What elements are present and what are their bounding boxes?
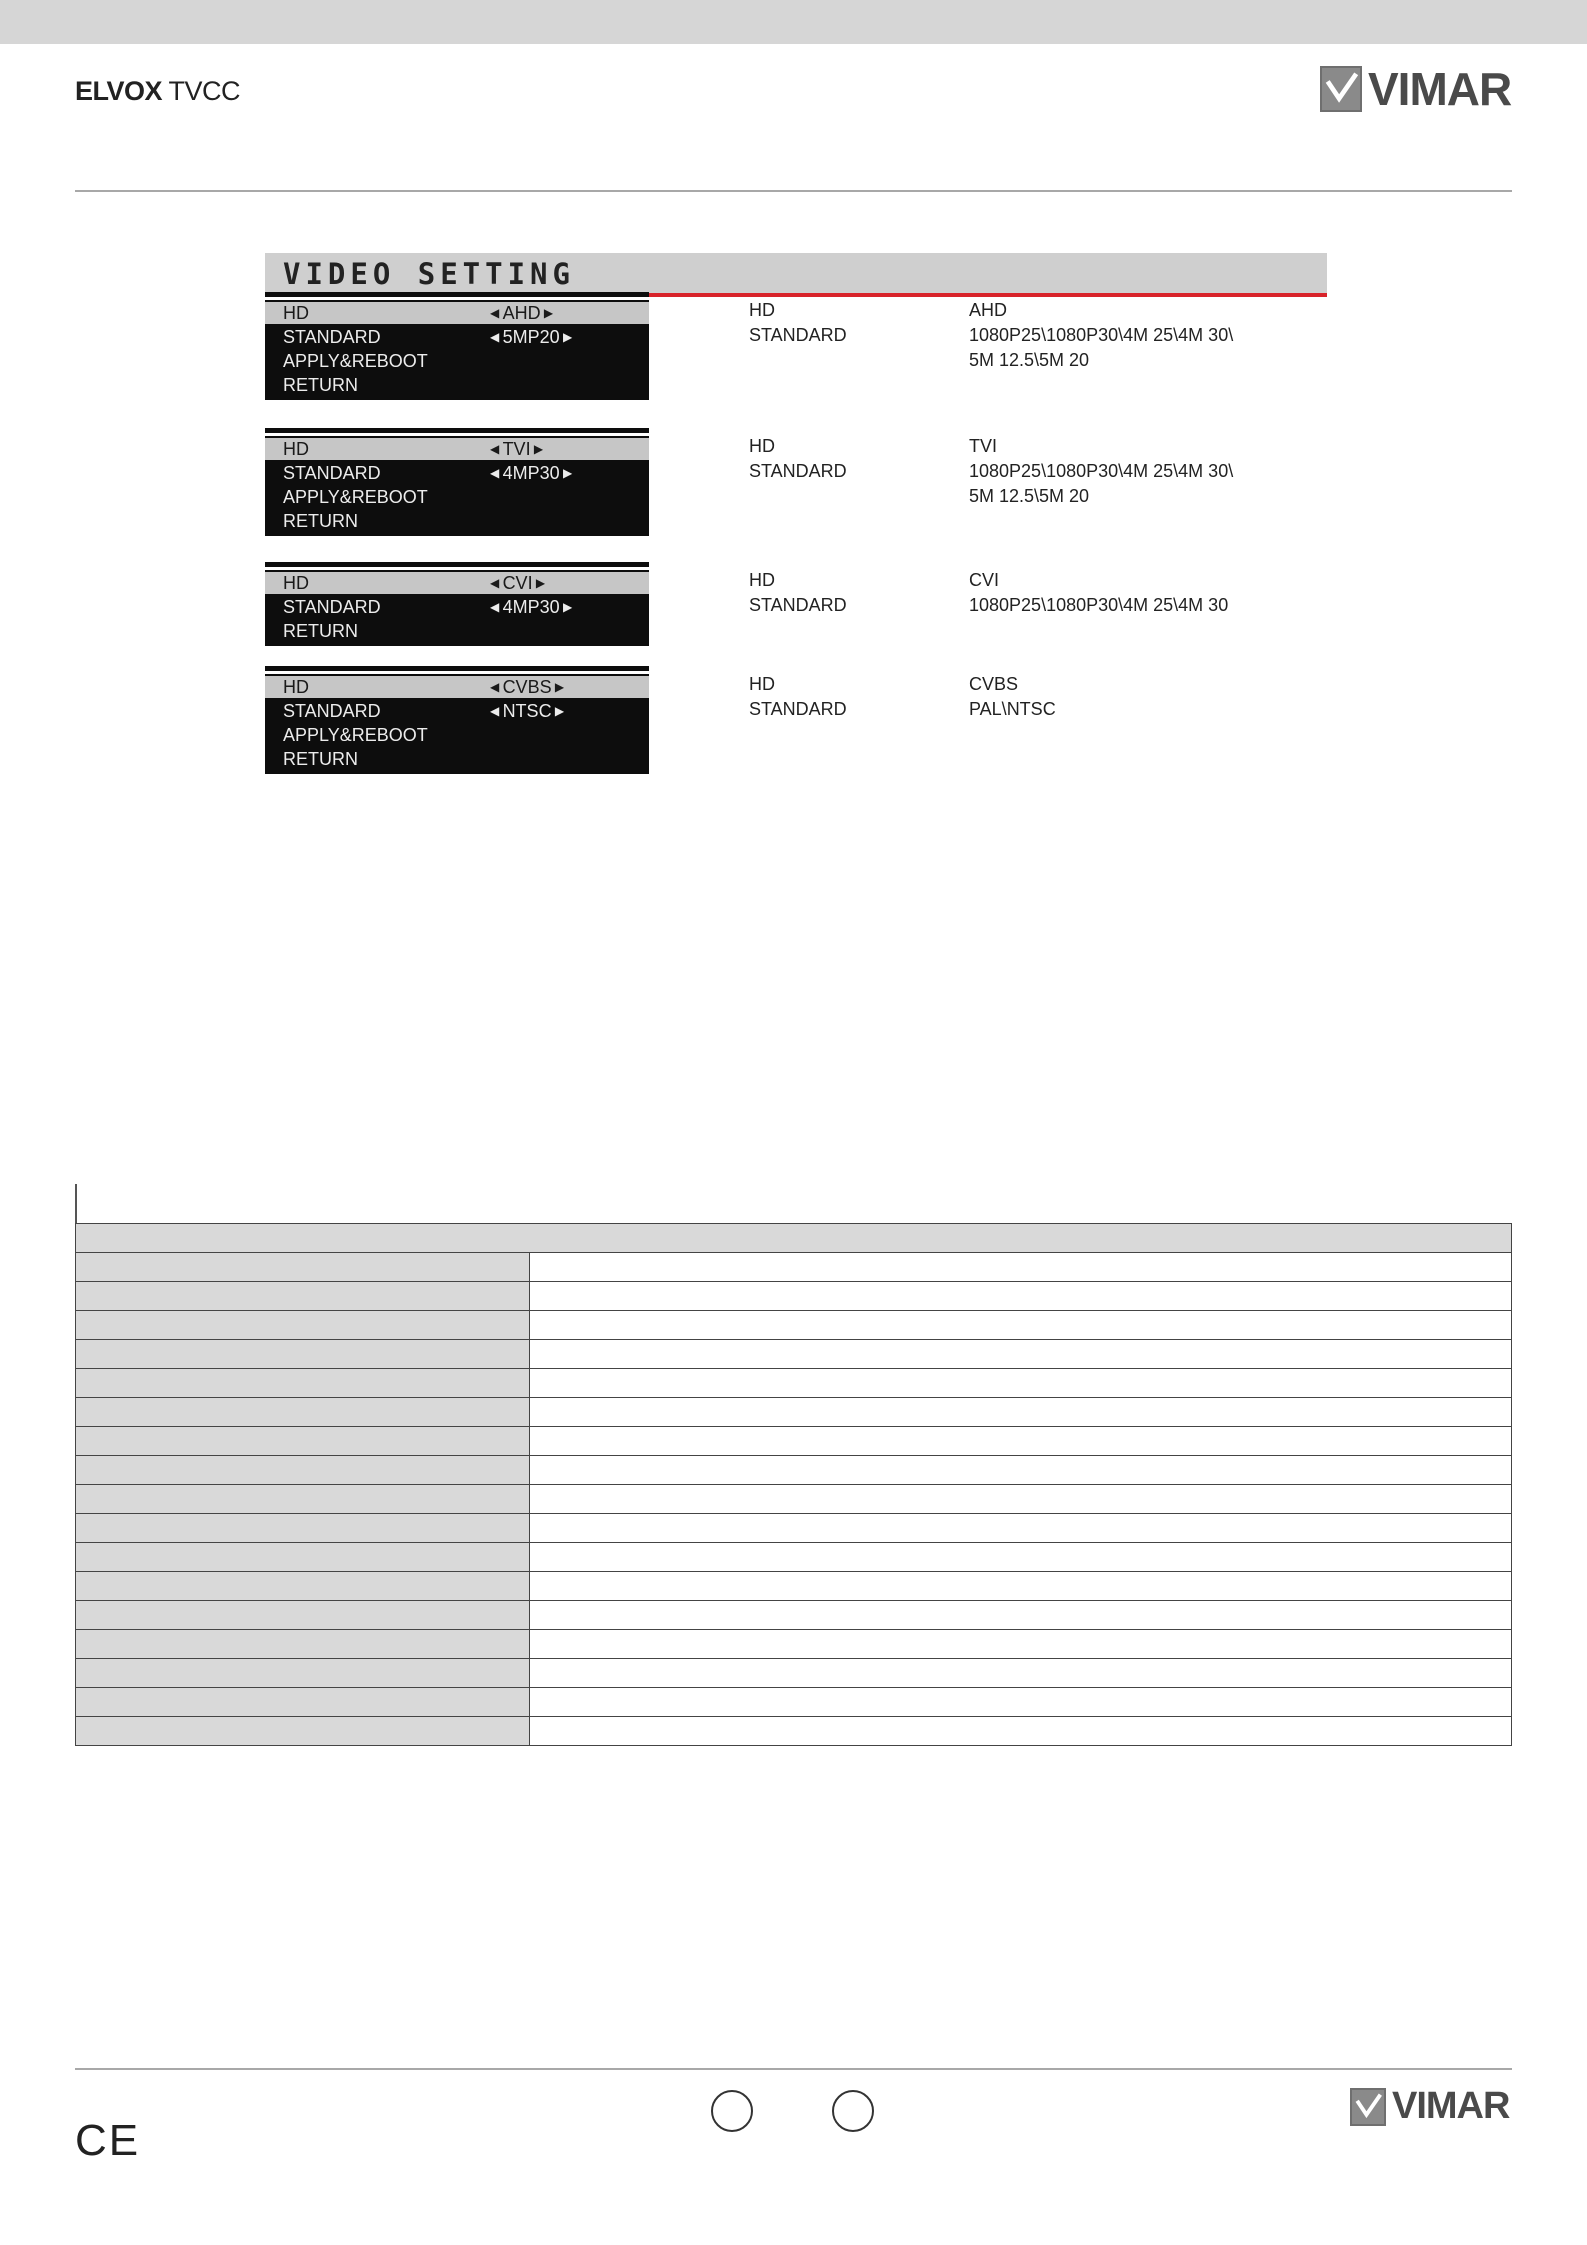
arrow-right-icon[interactable]: ▶ [532,576,546,590]
osd-row-value-text: CVI [502,573,533,593]
desc-value: CVI [969,570,1000,590]
arrow-right-icon[interactable]: ▶ [559,466,573,480]
osd-menu-row[interactable] [265,572,649,594]
osd-menu-cap [265,428,649,433]
table-cell-value [530,1543,1511,1571]
arrow-right-icon[interactable]: ▶ [559,600,573,614]
arrow-left-icon[interactable]: ◀ [490,704,503,718]
osd-row-label: RETURN [283,621,358,641]
osd-menu-row[interactable] [265,676,649,698]
osd-menu-row[interactable] [265,462,649,484]
osd-menu-row[interactable] [265,326,649,348]
desc-key: HD [749,436,775,456]
arrow-right-icon[interactable]: ▶ [551,680,565,694]
osd-row-value-text: AHD [502,303,541,323]
osd-row-value [490,302,553,324]
desc-value: 5M 12.5\5M 20 [969,486,1090,506]
table-cell-label [76,1340,530,1368]
table-cell-label [76,1572,530,1600]
table-cell-value [530,1659,1511,1687]
osd-row-value [490,326,572,348]
table-row [75,1398,1512,1427]
osd-row-label: APPLY&REBOOT [283,351,428,371]
osd-title: VIDEO SETTING [283,257,575,291]
desc-key: STANDARD [749,595,847,615]
arrow-right-icon[interactable]: ▶ [530,442,544,456]
table-cell-value [530,1369,1511,1397]
table-cell-label [76,1601,530,1629]
desc-key: HD [749,300,775,320]
brand-bold: ELVOX [75,76,163,106]
desc-value: PAL\NTSC [969,699,1056,719]
osd-row-label: RETURN [283,375,358,395]
osd-menu [265,300,649,400]
osd-row-value-text: 5MP20 [502,327,560,347]
table-cell-value [530,1572,1511,1600]
table-cell-value [530,1340,1511,1368]
table-cell-label [76,1456,530,1484]
footer-circle-1 [711,2090,753,2132]
osd-row-label: STANDARD [283,463,381,483]
osd-row-value [490,700,564,722]
osd-row-value [490,438,543,460]
osd-row-value-text: TVI [502,439,531,459]
table-row [75,1717,1512,1746]
table-row [75,1282,1512,1311]
osd-row-label: STANDARD [283,327,381,347]
osd-menu-row[interactable] [265,596,649,618]
arrow-left-icon[interactable]: ◀ [490,442,503,456]
table-cell-label [76,1688,530,1716]
table-cell-value [530,1717,1511,1745]
osd-menu-row[interactable] [265,438,649,460]
table-row [75,1340,1512,1369]
osd-menu-row[interactable] [265,302,649,324]
osd-menu-row[interactable] [265,724,649,746]
vimar-logo-text: VIMAR [1392,2085,1510,2127]
arrow-left-icon[interactable]: ◀ [490,306,503,320]
osd-row-label: RETURN [283,511,358,531]
osd-row-label: HD [283,439,309,459]
osd-row-label: HD [283,677,309,697]
table-row [75,1659,1512,1688]
osd-menu-row[interactable] [265,350,649,372]
table-cell-label [76,1398,530,1426]
osd-row-value [490,596,572,618]
table-row [75,1311,1512,1340]
osd-row-label: APPLY&REBOOT [283,487,428,507]
table-row [75,1630,1512,1659]
arrow-right-icon[interactable]: ▶ [551,704,565,718]
osd-row-label: HD [283,303,309,323]
table-cell-label [76,1543,530,1571]
desc-value: 1080P25\1080P30\4M 25\4M 30\ [969,325,1234,345]
table-cell-value [530,1456,1511,1484]
osd-row-value-text: NTSC [502,701,552,721]
desc-key: STANDARD [749,325,847,345]
table-cell-value [530,1427,1511,1455]
vimar-logo-top [1320,62,1511,116]
desc-key: STANDARD [749,461,847,481]
osd-row-value-text: CVBS [502,677,552,697]
table-row [75,1427,1512,1456]
table-header [75,1223,1512,1253]
table-cell-value [530,1514,1511,1542]
table-cell-label [76,1630,530,1658]
table-cell-label [76,1514,530,1542]
osd-menu-cap [265,666,649,671]
table-cell-label [76,1282,530,1310]
table-row [75,1456,1512,1485]
table-cell-value [530,1485,1511,1513]
table-row [75,1514,1512,1543]
table-row [75,1485,1512,1514]
table-cell-value [530,1630,1511,1658]
table-row [75,1572,1512,1601]
desc-value: 1080P25\1080P30\4M 25\4M 30\ [969,461,1234,481]
vimar-logo-bottom [1350,2085,1509,2128]
osd-menu-row[interactable] [265,486,649,508]
arrow-left-icon[interactable]: ◀ [490,466,503,480]
desc-value: CVBS [969,674,1019,694]
table-cell-label [76,1253,530,1281]
table-cell-label [76,1369,530,1397]
header-divider [75,190,1512,192]
table-cell-value [530,1398,1511,1426]
desc-key: HD [749,674,775,694]
table-caption-marker [75,1184,77,1224]
osd-menu [265,674,649,774]
table-cell-value [530,1311,1511,1339]
arrow-right-icon[interactable]: ▶ [540,306,554,320]
osd-row-label: HD [283,573,309,593]
osd-menu [265,436,649,536]
desc-key: HD [749,570,775,590]
arrow-left-icon[interactable]: ◀ [490,600,503,614]
brand-light: TVCC [162,76,241,106]
top-band [0,0,1587,44]
desc-key: STANDARD [749,699,847,719]
osd-title-bar [265,253,1327,293]
brand-title [75,76,240,107]
table-cell-value [530,1253,1511,1281]
table-cell-value [530,1601,1511,1629]
osd-menu-row[interactable] [265,374,649,396]
table-cell-label [76,1717,530,1745]
footer-circle-2 [832,2090,874,2132]
table-row [75,1253,1512,1282]
osd-row-value-text: 4MP30 [502,597,560,617]
table-cell-label [76,1485,530,1513]
table-row [75,1601,1512,1630]
arrow-left-icon[interactable]: ◀ [490,330,503,344]
footer-divider [75,2068,1512,2070]
desc-value: 5M 12.5\5M 20 [969,350,1090,370]
ce-mark: CE [75,2116,141,2165]
table-cell-label [76,1427,530,1455]
table-row [75,1543,1512,1572]
osd-row-value [490,676,564,698]
table-row [75,1688,1512,1717]
desc-value: TVI [969,436,998,456]
desc-value: AHD [969,300,1008,320]
osd-menu-row[interactable] [265,748,649,770]
vimar-logo-icon [1350,2088,1386,2126]
table-cell-label [76,1311,530,1339]
specs-table [75,1223,1512,1746]
osd-menu [265,570,649,646]
arrow-right-icon[interactable]: ▶ [559,330,573,344]
table-row [75,1369,1512,1398]
osd-row-label: STANDARD [283,597,381,617]
table-cell-label [76,1659,530,1687]
osd-menu-cap [265,562,649,567]
osd-menu-row[interactable] [265,620,649,642]
osd-row-value [490,572,545,594]
table-cell-value [530,1282,1511,1310]
table-cell-value [530,1688,1511,1716]
osd-row-value-text: 4MP30 [502,463,560,483]
osd-row-value [490,462,572,484]
arrow-left-icon[interactable]: ◀ [490,576,503,590]
osd-menu-cap [265,292,649,297]
desc-value: 1080P25\1080P30\4M 25\4M 30 [969,595,1229,615]
osd-menu-row[interactable] [265,700,649,722]
osd-row-label: RETURN [283,749,358,769]
arrow-left-icon[interactable]: ◀ [490,680,503,694]
osd-row-label: STANDARD [283,701,381,721]
vimar-logo-icon [1320,66,1362,112]
osd-menu-row[interactable] [265,510,649,532]
vimar-logo-text: VIMAR [1368,63,1512,115]
osd-row-label: APPLY&REBOOT [283,725,428,745]
